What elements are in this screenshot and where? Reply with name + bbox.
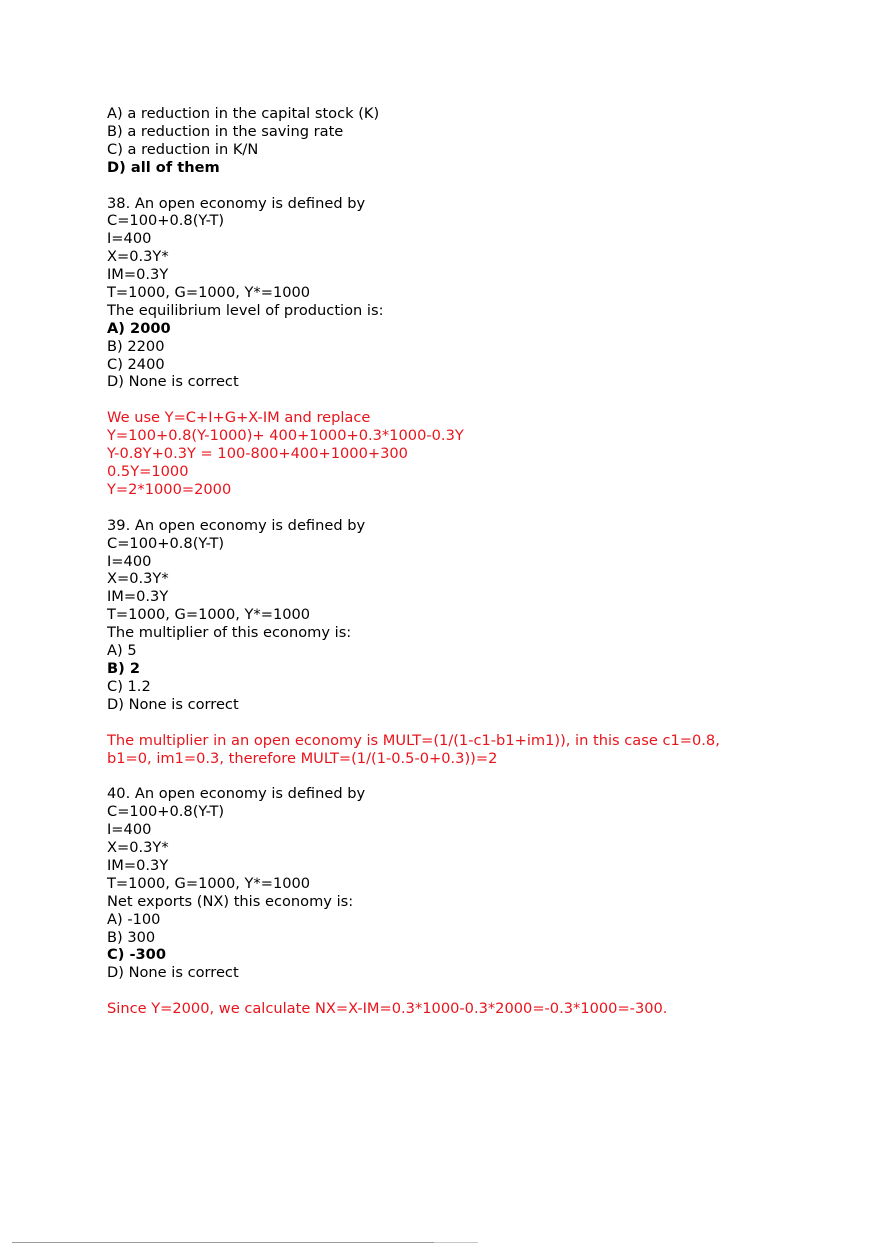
question-39 [107,517,807,714]
q39-answer: B) 2 [107,659,141,677]
q39-model-investment: I=400 [107,552,152,570]
q38-model-imports: IM=0.3Y [107,266,169,284]
q40-answer: C) -300 [107,946,166,964]
q37-options [107,105,807,177]
q39-model-imports: IM=0.3Y [107,588,169,606]
q37-option-c: C) a reduction in K/N [107,140,259,158]
footer-rule [12,1242,434,1243]
q38-model-exports: X=0.3Y* [107,248,169,266]
q40-title: 40. An open economy is defined by [107,785,366,803]
q40-question: Net exports (NX) this economy is: [107,892,354,910]
q39-model-consumption: C=100+0.8(Y-T) [107,534,225,552]
q39-model-exports: X=0.3Y* [107,570,169,588]
q38-model-investment: I=400 [107,230,152,248]
q39-title: 39. An open economy is defined by [107,516,366,534]
q40-model-investment: I=400 [107,821,152,839]
q40-model-parameters: T=1000, G=1000, Y*=1000 [107,874,311,892]
document-page [107,105,807,1018]
q37-answer: D) all of them [107,158,220,176]
q38-solution-line: Y=100+0.8(Y-1000)+ 400+1000+0.3*1000-0.3Y [107,427,464,445]
q38-option-d: D) None is correct [107,373,239,391]
q38-option-b: B) 2200 [107,337,165,355]
q38-solution-line: 0.5Y=1000 [107,463,189,481]
q39-option-c: C) 1.2 [107,677,151,695]
q40-model-imports: IM=0.3Y [107,856,169,874]
q39-solution [107,732,807,768]
q37-option-a: A) a reduction in the capital stock (K) [107,105,380,122]
q39-solution-line: The multiplier in an open economy is MULT=(1/(1-c1-b1+im1)), in this case c1=0.8, [107,731,720,749]
q40-model-consumption: C=100+0.8(Y-T) [107,803,225,821]
question-38 [107,195,807,392]
q38-model-consumption: C=100+0.8(Y-T) [107,212,225,230]
q40-solution [107,1000,807,1018]
q39-model-parameters: T=1000, G=1000, Y*=1000 [107,606,311,624]
q38-model-parameters: T=1000, G=1000, Y*=1000 [107,284,311,302]
q40-solution-line: Since Y=2000, we calculate NX=X-IM=0.3*1000-0.3*2000=-0.3*1000=-300. [107,1000,668,1018]
q40-option-a: A) -100 [107,910,161,928]
q38-answer: A) 2000 [107,319,171,337]
q38-solution-line: Y=2*1000=2000 [107,480,232,498]
question-40 [107,785,807,982]
q38-solution-line: We use Y=C+I+G+X-IM and replace [107,409,371,427]
q39-solution-line: b1=0, im1=0.3, therefore MULT=(1/(1-0.5-0+0.3))=2 [107,749,498,767]
q39-option-a: A) 5 [107,642,137,660]
q39-question: The multiplier of this economy is: [107,624,352,642]
q38-question: The equilibrium level of production is: [107,301,384,319]
footer-rule-tail [434,1242,478,1243]
q40-model-exports: X=0.3Y* [107,839,169,857]
q38-solution-line: Y-0.8Y+0.3Y = 100-800+400+1000+300 [107,445,408,463]
q38-title: 38. An open economy is defined by [107,194,366,212]
q38-solution [107,409,807,498]
q40-option-b: B) 300 [107,928,156,946]
q40-option-d: D) None is correct [107,964,239,982]
q38-option-c: C) 2400 [107,355,165,373]
q37-option-b: B) a reduction in the saving rate [107,122,344,140]
q39-option-d: D) None is correct [107,695,239,713]
